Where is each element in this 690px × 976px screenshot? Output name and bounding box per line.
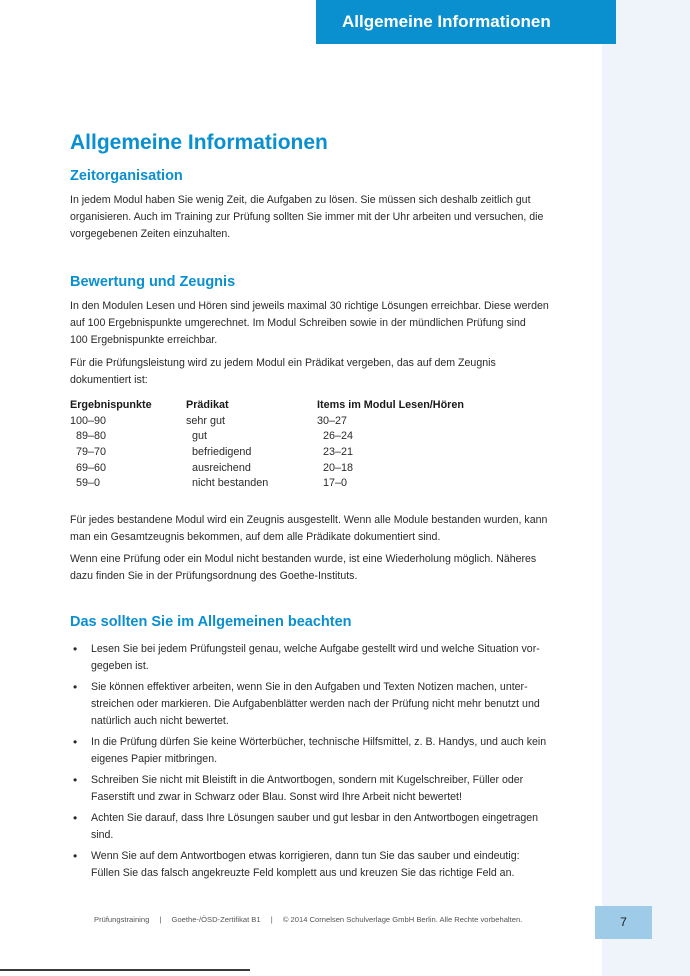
column-header: Prädikat [186,399,229,411]
points-cell: 89–80 [76,430,107,443]
bullet-icon: • [73,735,78,749]
text-line: In die Prüfung dürfen Sie keine Wörterbücher, technische Hilfsmittel, z. B. Handys, und auch kein [91,736,547,748]
points-cell: 79–70 [76,446,107,459]
table-row [70,429,530,445]
list-item [70,848,570,882]
list-item [70,734,570,768]
paragraph-zeitorganisation [70,192,580,243]
text-line: vorgegebenen Zeiten einzuhalten. [70,228,231,240]
text-line: dokumentiert ist: [70,374,148,386]
paragraph-bewertung-3 [70,512,580,546]
table-row [70,414,530,430]
list-item [70,679,570,730]
side-margin-strip [602,0,690,976]
items-cell: 26–24 [323,430,354,443]
grading-table-header [70,398,530,414]
footer-copyright: © 2014 Cornelsen Schulverlage GmbH Berlin. Alle Rechte vorbehalten. [282,915,523,924]
paragraph-bewertung-2 [70,355,580,389]
page-number: 7 [620,915,627,929]
footer-book-title: Goethe-/ÖSD-Zertifikat B1 [171,915,261,924]
table-row [70,461,530,477]
text-line: organisieren. Auch im Training zur Prüfung sollten Sie immer mit der Uhr arbeiten und versuchen, die [70,211,544,223]
text-line: Lesen Sie bei jedem Prüfungsteil genau, welche Aufgabe gestellt wird und welche Situation vor- [91,643,540,655]
points-cell: 59–0 [76,477,101,490]
text-line: Wenn Sie auf dem Antwortbogen etwas korrigieren, dann tun Sie das sauber und eindeutig: [91,850,520,862]
grade-cell: befriedigend [192,446,252,459]
bullet-icon: • [73,811,78,825]
text-line: auf 100 Ergebnispunkte umgerechnet. Im Modul Schreiben sowie in der mündlichen Prüfung sind [70,317,526,329]
column-header: Ergebnispunkte [70,399,152,411]
footer-series: Prüfungstraining [94,915,150,924]
text-line: natürlich auch nicht bewertet. [91,715,229,727]
footer-separator: | [270,915,273,924]
paragraph-bewertung-4 [70,551,580,585]
items-cell: 30–27 [317,414,348,427]
text-line: man ein Gesamtzeugnis bekommen, auf dem alle Prädikate dokumentiert sind. [70,531,441,543]
bullet-icon: • [73,773,78,787]
header-banner-title: Allgemeine Informationen [342,12,551,31]
items-cell: 20–18 [323,461,354,474]
items-cell: 23–21 [323,446,354,459]
bullet-icon: • [73,849,78,863]
text-line: dazu finden Sie in der Prüfungsordnung des Goethe-Instituts. [70,570,358,582]
list-item [70,810,570,844]
text-line: Für jedes bestandene Modul wird ein Zeugnis ausgestellt. Wenn alle Module bestanden wurden, kann [70,514,548,526]
advice-list [70,641,570,886]
text-line: gegeben ist. [91,660,149,672]
text-line: Faserstift und zwar in Schwarz oder Blau. Sonst wird Ihre Arbeit nicht bewertet! [91,791,462,803]
grading-table [70,398,530,492]
page-footer [94,915,522,924]
bullet-icon: • [73,642,78,656]
text-line: eigenes Papier mitbringen. [91,753,218,765]
items-cell: 17–0 [323,477,348,490]
bottom-rule-divider [0,969,250,971]
text-line: Für die Prüfungsleistung wird zu jedem Modul ein Prädikat vergeben, das auf dem Zeugnis [70,357,496,369]
grade-cell: nicht bestanden [192,477,269,490]
list-item [70,772,570,806]
points-cell: 69–60 [76,461,107,474]
table-row [70,476,530,492]
footer-separator: | [159,915,162,924]
points-cell: 100–90 [70,414,107,427]
section-heading-beachten: Das sollten Sie im Allgemeinen beachten [70,614,352,630]
grade-cell: sehr gut [186,414,226,427]
text-line: In jedem Modul haben Sie wenig Zeit, die Aufgaben zu lösen. Sie müssen sich deshalb zeitlich gut [70,194,531,206]
bullet-icon: • [73,680,78,694]
grade-cell: gut [192,430,208,443]
text-line: streichen oder markieren. Die Aufgabenblätter werden nach der Prüfung nicht mehr benutzt und [91,698,540,710]
text-line: Sie können effektiver arbeiten, wenn Sie in den Aufgaben und Texten Notizen machen, unter- [91,681,528,693]
text-line: Schreiben Sie nicht mit Bleistift in die Antwortbogen, sondern mit Kugelschreiber, Füller oder [91,774,524,786]
section-heading-bewertung: Bewertung und Zeugnis [70,274,236,290]
page-title: Allgemeine Informationen [70,131,328,154]
list-item [70,641,570,675]
section-heading-zeitorganisation: Zeitorganisation [70,168,183,184]
grade-cell: ausreichend [192,461,251,474]
text-line: Füllen Sie das falsch angekreuzte Feld komplett aus und kreuzen Sie das richtige Feld an. [91,867,515,879]
column-header: Items im Modul Lesen/Hören [317,399,464,411]
table-row [70,445,530,461]
text-line: Achten Sie darauf, dass Ihre Lösungen sauber und gut lesbar in den Antwortbogen eingetragen [91,812,539,824]
text-line: In den Modulen Lesen und Hören sind jeweils maximal 30 richtige Lösungen erreichbar. Diese werden [70,300,549,312]
text-line: sind. [91,829,114,841]
text-line: Wenn eine Prüfung oder ein Modul nicht bestanden wurde, ist eine Wiederholung möglich. Näheres [70,553,537,565]
paragraph-bewertung-1 [70,298,580,349]
page-number-box [595,906,652,939]
text-line: 100 Ergebnispunkte erreichbar. [70,334,218,346]
